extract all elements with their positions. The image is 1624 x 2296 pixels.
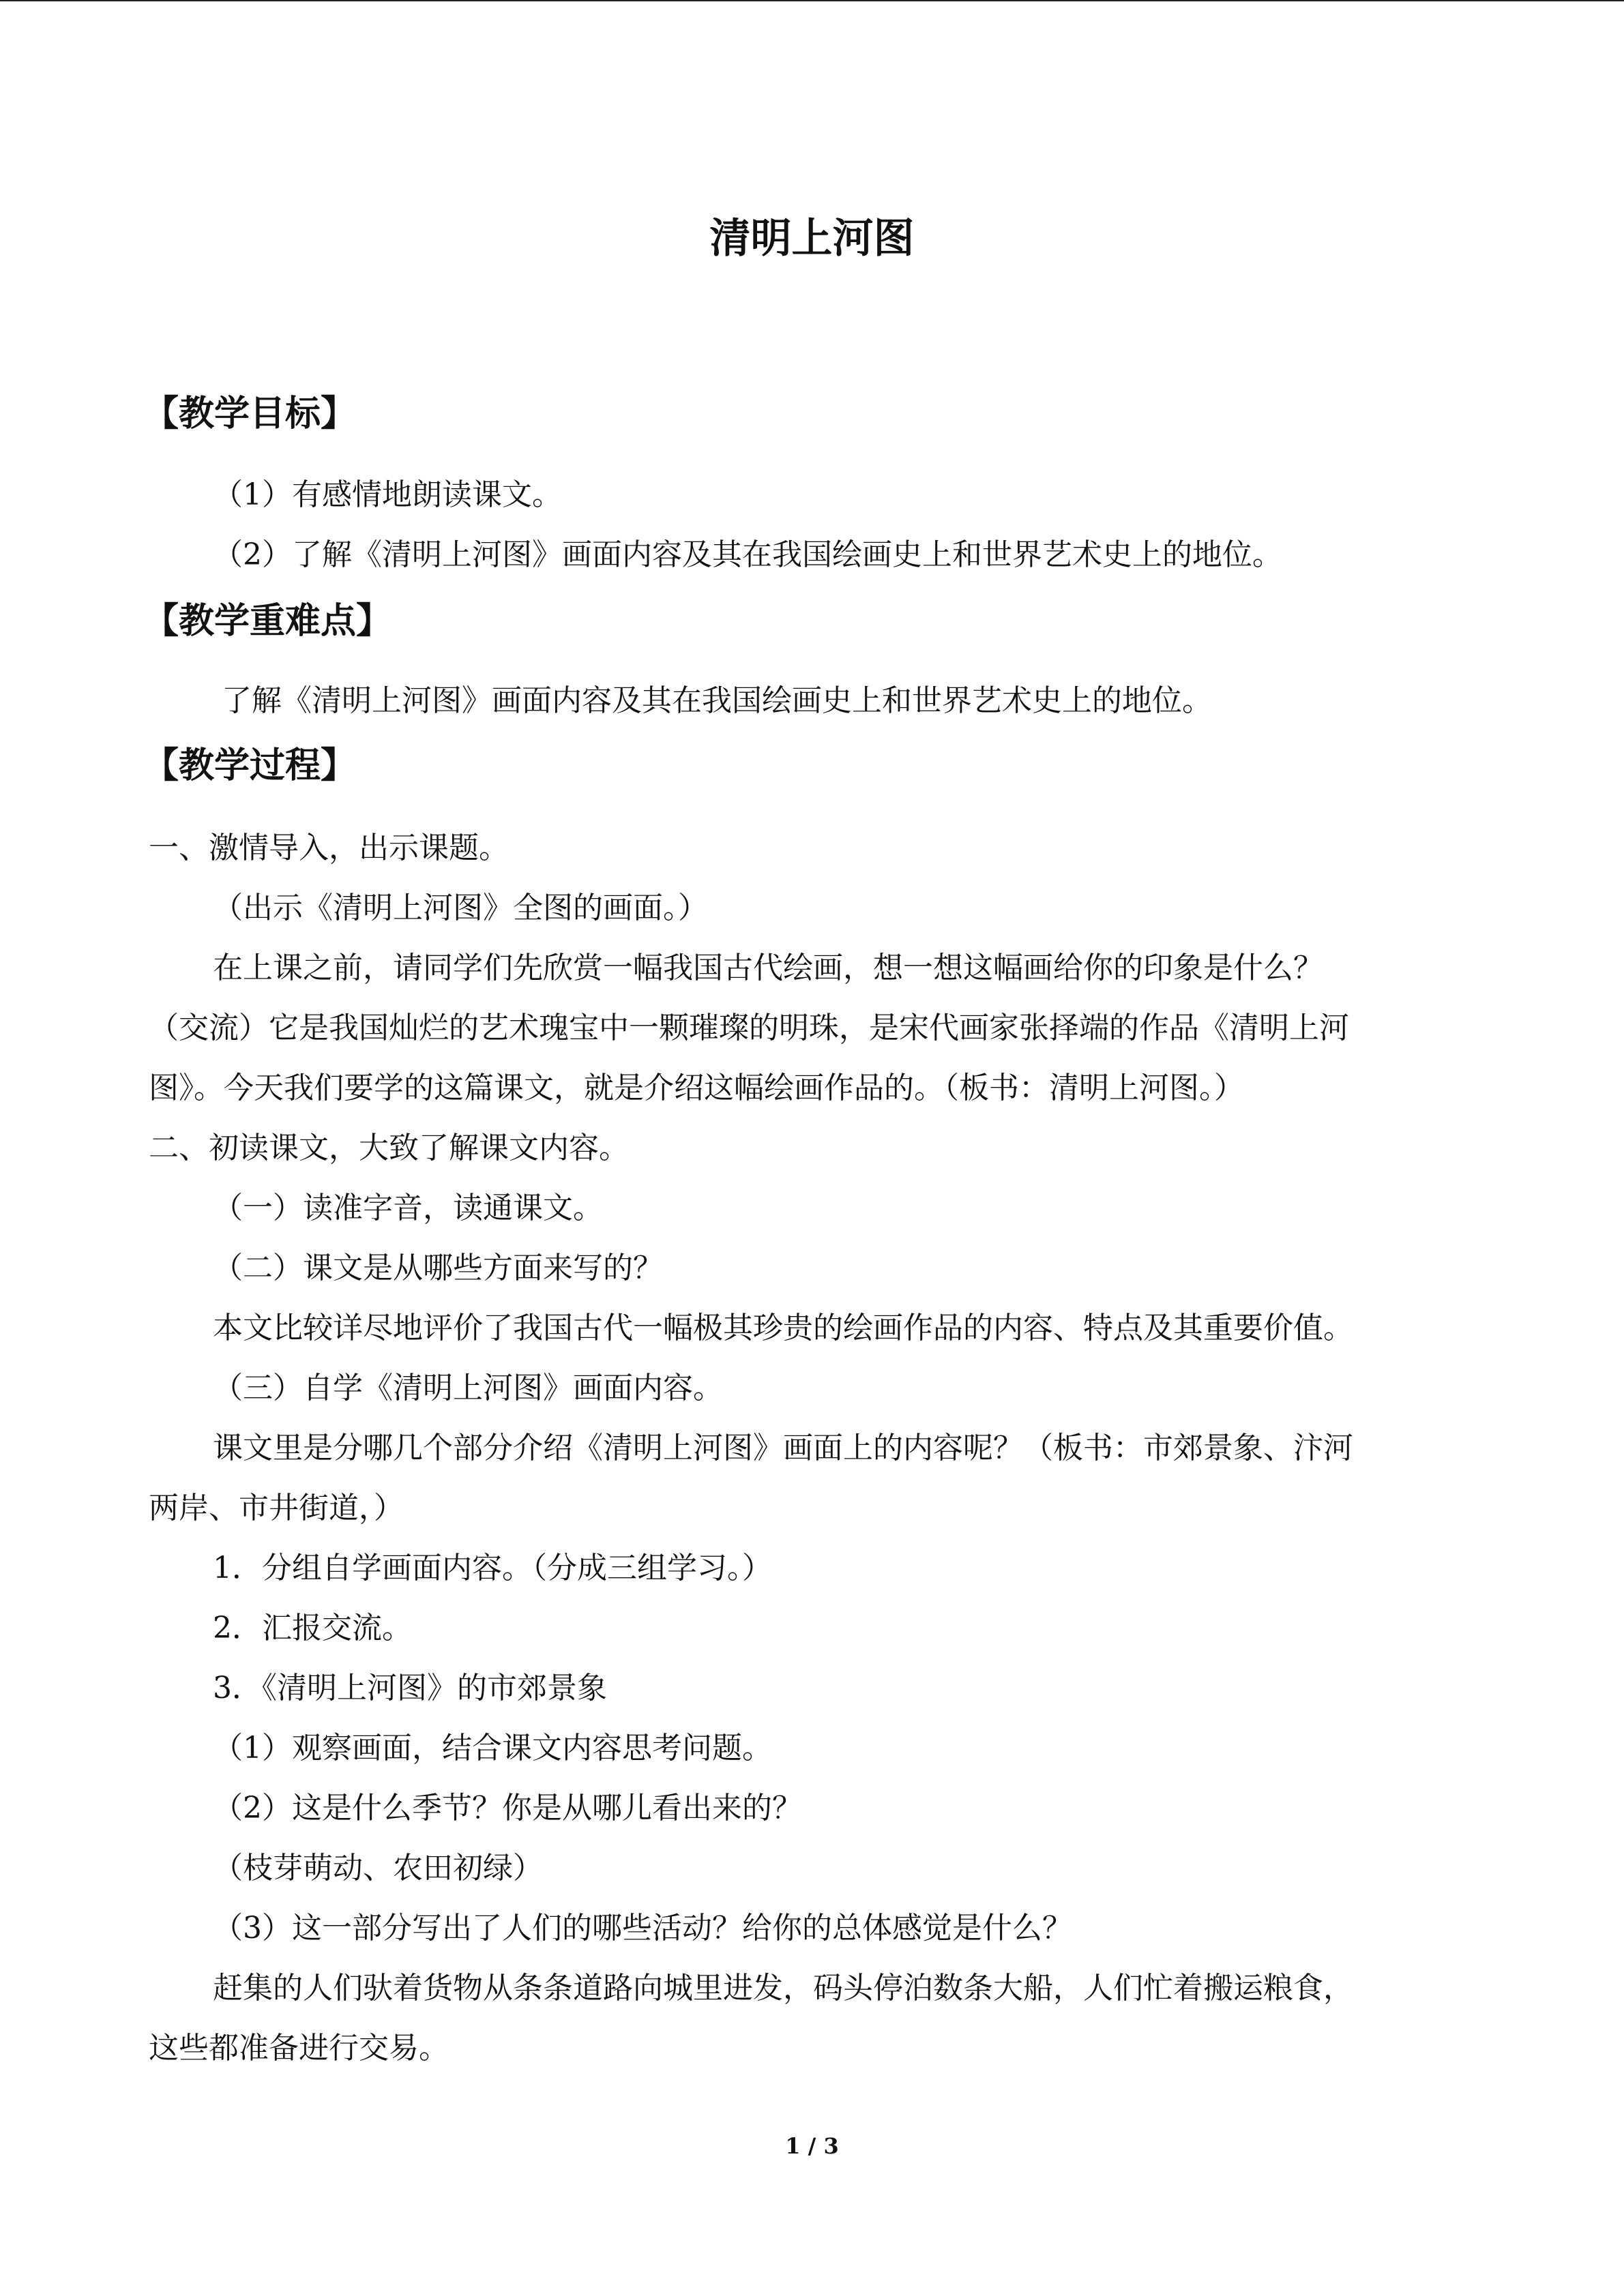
process-line: 这些都准备进行交易。 [149, 2031, 449, 2066]
process-line: （交流）它是我国灿烂的艺术瑰宝中一颗璀璨的明珠，是宋代画家张择端的作品《清明上河 [149, 1011, 1349, 1045]
process-line: 两岸、市井街道，） [149, 1491, 404, 1525]
goal-item: （1）有感情地朗读课文。 [213, 477, 562, 512]
process-line: 一、激情导入，出示课题。 [149, 831, 509, 865]
process-line: 课文里是分哪几个部分介绍《清明上河图》画面上的内容呢？（板书：市郊景象、汴河 [213, 1431, 1353, 1465]
section-heading-process: 【教学过程】 [143, 745, 357, 786]
process-line: （2）这是什么季节？你是从哪儿看出来的？ [213, 1791, 802, 1825]
process-line: 二、初读课文，大致了解课文内容。 [149, 1131, 629, 1165]
key-points-text: 了解《清明上河图》画面内容及其在我国绘画史上和世界艺术史上的地位。 [222, 683, 1212, 718]
process-line: （二）课文是从哪些方面来写的？ [213, 1251, 663, 1285]
process-line: 赶集的人们驮着货物从条条道路向城里进发，码头停泊数条大船，人们忙着搬运粮食， [213, 1971, 1353, 2006]
process-line: （1）观察画面，结合课文内容思考问题。 [213, 1731, 772, 1765]
process-line: 在上课之前，请同学们先欣赏一幅我国古代绘画，想一想这幅画给你的印象是什么？ [213, 951, 1323, 985]
process-line: （一）读准字音，读通课文。 [213, 1191, 603, 1225]
process-line: （3）这一部分写出了人们的哪些活动？给你的总体感觉是什么？ [213, 1911, 1072, 1945]
page-number: 1 / 3 [785, 2133, 839, 2159]
section-heading-key-points: 【教学重难点】 [143, 601, 392, 642]
process-line: （枝芽萌动、农田初绿） [213, 1851, 543, 1885]
top-border-line [0, 0, 1624, 1]
section-heading-goals: 【教学目标】 [143, 393, 357, 434]
document-title: 清明上河图 [709, 215, 915, 263]
process-line: （出示《清明上河图》全图的画面。） [213, 891, 708, 925]
process-line: 1．分组自学画面内容。（分成三组学习。） [213, 1551, 772, 1585]
process-line: 图》。今天我们要学的这篇课文，就是介绍这幅绘画作品的。（板书：清明上河图。） [149, 1071, 1244, 1105]
process-line: 3．《清明上河图》的市郊景象 [213, 1671, 607, 1705]
process-line: 2．汇报交流。 [213, 1611, 412, 1645]
process-line: 本文比较详尽地评价了我国古代一幅极其珍贵的绘画作品的内容、特点及其重要价值。 [213, 1311, 1353, 1345]
process-line: （三）自学《清明上河图》画面内容。 [213, 1371, 723, 1405]
goal-item: （2）了解《清明上河图》画面内容及其在我国绘画史上和世界艺术史上的地位。 [213, 537, 1282, 572]
